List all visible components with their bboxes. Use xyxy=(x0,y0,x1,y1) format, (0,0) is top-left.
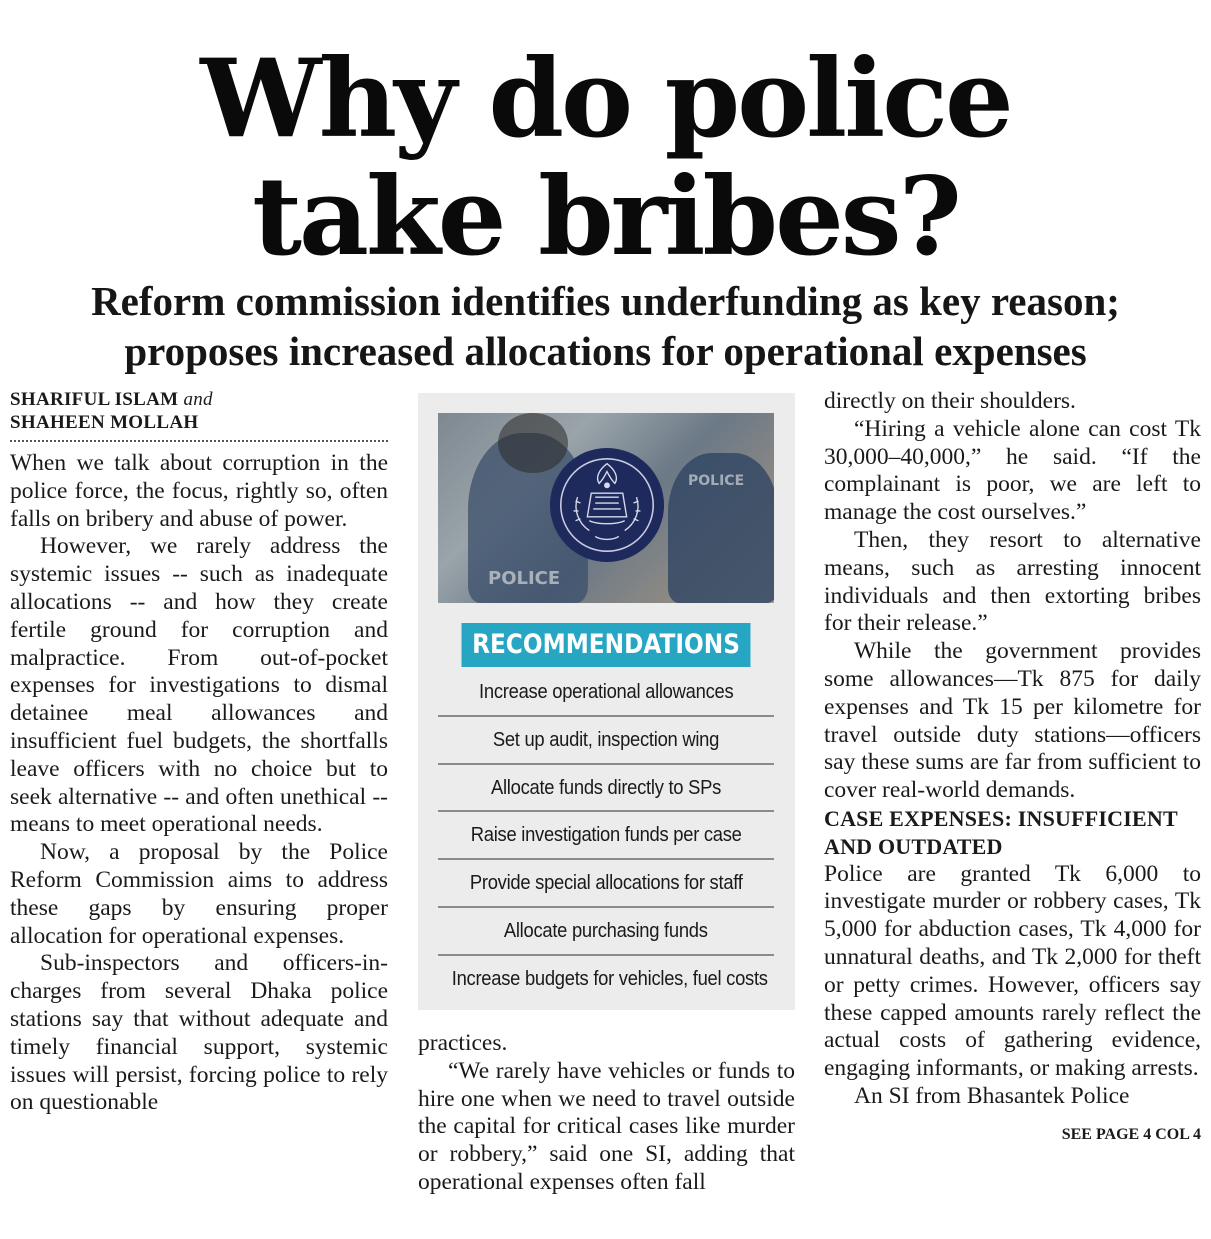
byline-conjunction: and xyxy=(183,389,213,410)
police-photo xyxy=(438,413,774,603)
recommendation-item: Increase operational allowances xyxy=(438,669,774,717)
recommendation-item: Provide special allocations for staff xyxy=(438,860,774,908)
recommendation-item: Increase budgets for vehicles, fuel costs xyxy=(451,967,768,990)
subheadline-line-1: Reform commission identifies underfunding as key reason; xyxy=(91,278,1120,324)
author-1: SHARIFUL ISLAM xyxy=(10,389,179,410)
paragraph: Then, they resort to alternative means, such as arresting innocent individuals and then extorting bribes for their release.” xyxy=(824,526,1201,637)
author-2: SHAHEEN MOLLAH xyxy=(10,412,199,433)
paragraph: “Hiring a vehicle alone can cost Tk 30,000–40,000,” he said. “If the complainant is poor, we are left to manage the cost ourselves.” xyxy=(824,415,1201,526)
section-heading: CASE EXPENSES: INSUFFICIENT AND OUTDATED xyxy=(824,805,1178,859)
paragraph: directly on their shoulders. xyxy=(824,388,1076,414)
headline-line-1: Why do police xyxy=(200,36,1011,162)
vest-text: POLICE xyxy=(688,473,745,489)
vest-text: POLICE xyxy=(488,568,561,589)
article-column-1 xyxy=(10,388,388,1117)
paragraph: While the government provides some allowances—Tk 875 for daily expenses and Tk 15 per kilometre for travel outside duty stations—officers say these sums are far from sufficient to cover real-world demands. xyxy=(824,638,1201,804)
byline-divider xyxy=(10,440,388,442)
recommendation-item: Set up audit, inspection wing xyxy=(438,717,774,765)
paragraph: practices. xyxy=(418,1030,508,1056)
continuation-note: SEE PAGE 4 COL 4 xyxy=(1061,1125,1201,1143)
byline xyxy=(10,388,388,434)
article-column-2 xyxy=(418,1030,795,1197)
paragraph: Police are granted Tk 6,000 to investigate murder or robbery cases, Tk 5,000 for abduction cases, Tk 4,000 for unnatural deaths, and Tk 2,000 for theft or petty crimes. However, officers say these capped amounts rarely reflect the actual costs of gathering evidence, engaging informants, or making arrests. xyxy=(824,860,1201,1082)
subheadline-line-2: proposes increased allocations for operational expenses xyxy=(124,328,1087,374)
recommendations-box xyxy=(418,393,795,1010)
paragraph: An SI from Bhasantek Police xyxy=(854,1082,1130,1109)
headline-line-2: take bribes? xyxy=(252,154,959,280)
headline xyxy=(0,36,1211,280)
paragraph: Sub-inspectors and officers-in-charges from several Dhaka police stations say that without adequate and timely financial support, systemic issues will persist, forcing police to rely on questionable xyxy=(10,950,388,1116)
subheadline xyxy=(0,276,1211,376)
recommendation-item: Raise investigation funds per case xyxy=(438,812,774,860)
article-column-3 xyxy=(824,388,1201,1149)
recommendations-list xyxy=(438,669,774,1004)
recommendation-item: Allocate purchasing funds xyxy=(438,908,774,956)
recommendation-item: Allocate funds directly to SPs xyxy=(438,765,774,813)
paragraph: When we talk about corruption in the police force, the focus, rightly so, often falls on bribery and abuse of power. xyxy=(10,450,388,532)
police-emblem-icon xyxy=(548,446,666,564)
paragraph: Now, a proposal by the Police Reform Commission aims to address these gaps by ensuring proper allocation for operational expenses. xyxy=(10,839,388,949)
paragraph: “We rarely have vehicles or funds to hire one when we need to travel outside the capital for critical cases like murder or robbery,” said one SI, adding that operational expenses often fall xyxy=(418,1057,795,1195)
paragraph: However, we rarely address the systemic issues -- such as inadequate allocations -- and how they create fertile ground for corruption and malpractice. From out-of-pocket expenses for investigations to dismal detainee meal allowances and insufficient fuel budgets, the shortfalls leave officers with no choice but to seek alternative -- and often unethical -- means to meet operational needs. xyxy=(10,533,388,838)
recommendations-title: RECOMMENDATIONS xyxy=(462,623,751,667)
